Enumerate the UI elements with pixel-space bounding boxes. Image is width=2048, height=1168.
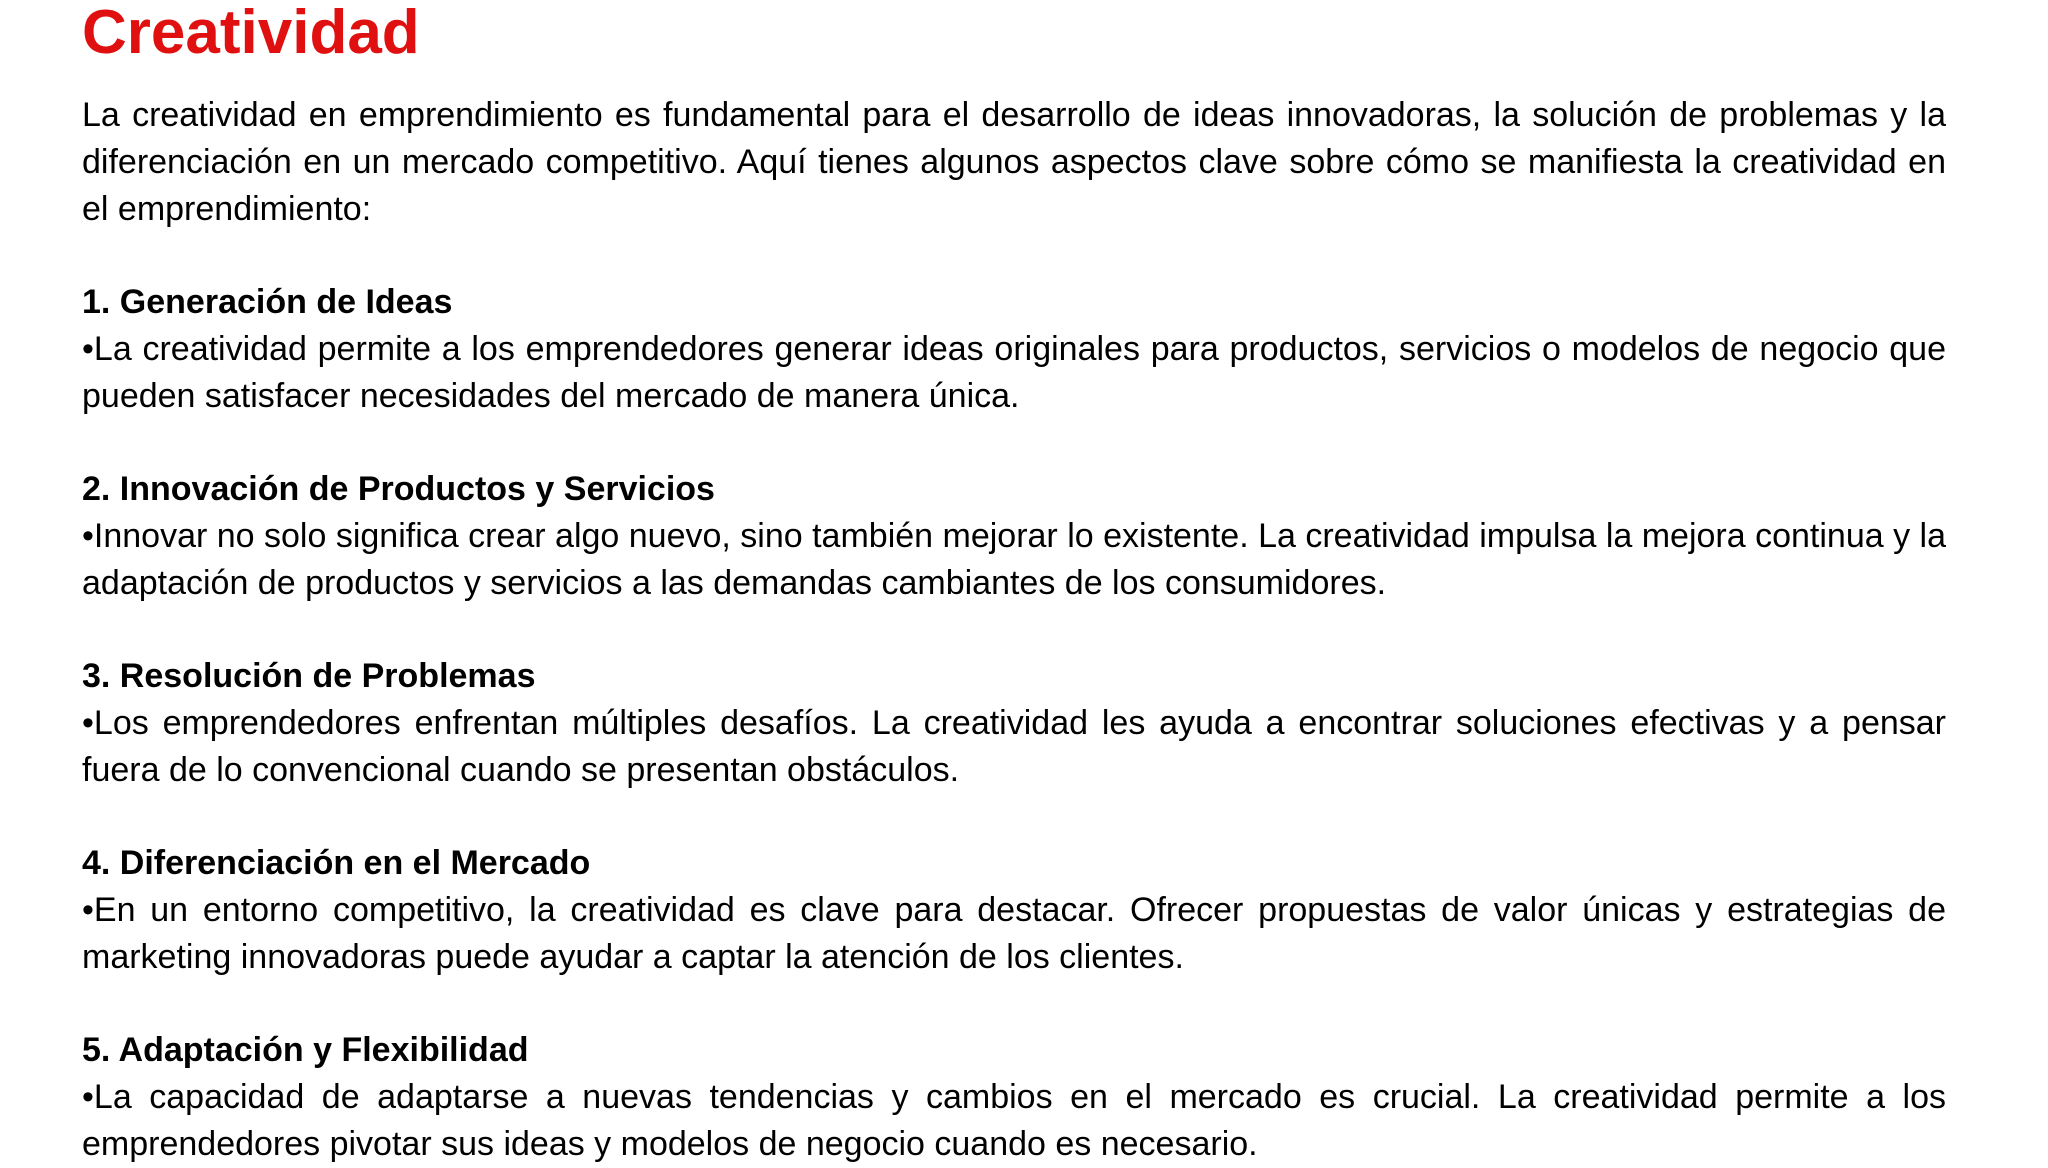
intro-paragraph: La creatividad en emprendimiento es fundamental para el desarrollo de ideas innovadoras, la solución de problemas y la diferenciación en un mercado competitivo. Aquí tienes algunos aspectos clave sobre cómo se manifiesta la creatividad en el emprendimiento:: [82, 96, 1946, 228]
section-heading: 2. Innovación de Productos y Servicios: [82, 470, 715, 508]
section-innovacion: [82, 466, 1946, 607]
slide: [82, 0, 1946, 1168]
section-generacion-ideas: [82, 279, 1946, 420]
slide-title: Creatividad: [82, 0, 420, 67]
section-body: •Innovar no solo significa crear algo nuevo, sino también mejorar lo existente. La creatividad impulsa la mejora continua y la adaptación de productos y servicios a las demandas cambiantes de los consumidores.: [82, 517, 1947, 602]
section-heading: 1. Generación de Ideas: [82, 283, 453, 321]
section-body: •La capacidad de adaptarse a nuevas tendencias y cambios en el mercado es crucial. La creatividad permite a los emprendedores pivotar sus ideas y modelos de negocio cuando es necesario.: [82, 1078, 1946, 1163]
section-heading: 4. Diferenciación en el Mercado: [82, 844, 591, 882]
section-body: •En un entorno competitivo, la creatividad es clave para destacar. Ofrecer propuestas de valor únicas y estrategias de marketing innovadoras puede ayudar a captar la atención de los clientes.: [82, 891, 1946, 976]
section-heading: 5. Adaptación y Flexibilidad: [82, 1031, 529, 1069]
section-heading: 3. Resolución de Problemas: [82, 657, 536, 695]
section-body: •Los emprendedores enfrentan múltiples desafíos. La creatividad les ayuda a encontrar soluciones efectivas y a pensar fuera de lo convencional cuando se presentan obstáculos.: [82, 704, 1946, 789]
section-diferenciacion: [82, 840, 1946, 981]
section-resolucion-problemas: [82, 653, 1946, 794]
section-adaptacion: [82, 1027, 1946, 1168]
section-body: •La creatividad permite a los emprendedores generar ideas originales para productos, servicios o modelos de negocio que pueden satisfacer necesidades del mercado de manera única.: [82, 330, 1946, 415]
